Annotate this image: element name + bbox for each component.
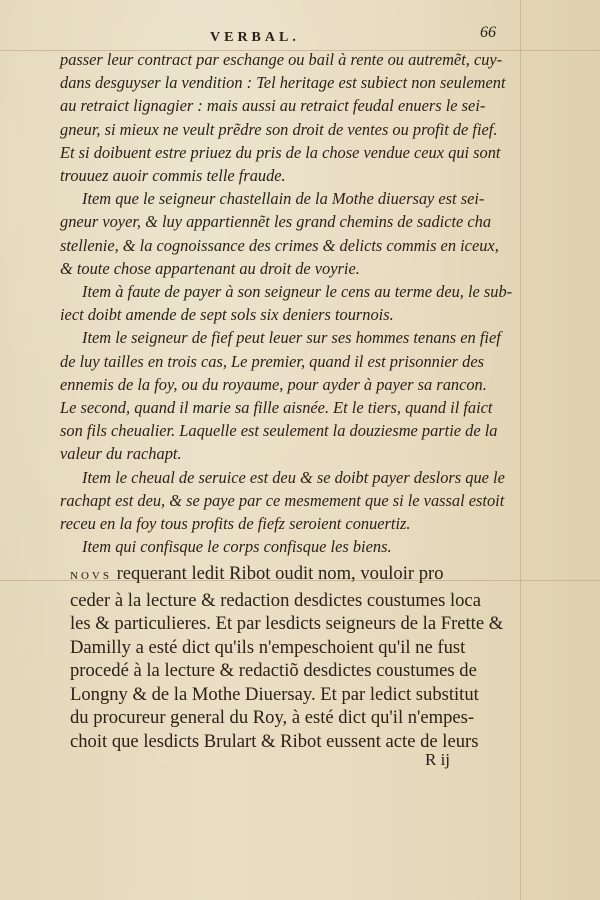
paragraph-first-line: Item qui confisque le corps confisque les biens. — [82, 537, 392, 557]
running-head: VERBAL. — [210, 30, 300, 45]
text-line: passer leur contract par eschange ou bail à rente ou autremẽt, cuy- — [60, 50, 503, 69]
text-line: valeur du rachapt. — [60, 444, 182, 464]
text-line: au retraict lignagier : mais aussi au retraict feudal enuers le sei- — [60, 96, 486, 116]
text-line: gneur voyer, & luy appartiennẽt les grand chemins de sadicte cha — [60, 212, 492, 232]
paragraph-first-line: Item que le seigneur chastellain de la Mothe diuersay est sei- — [82, 189, 485, 209]
signature-mark: R ij — [425, 750, 451, 769]
text-line: ceder à la lecture & redaction desdictes coustumes loca — [70, 589, 481, 611]
text-line: trouuez auoir commis telle fraude. — [60, 166, 286, 186]
text-line: du procureur general du Roy, à esté dict qu'il n'empes- — [70, 707, 475, 728]
text-line: procedé à la lecture & redactiõ desdictes coustumes de — [70, 660, 477, 681]
paragraph-first-line: Item le cheual de seruice est deu & se doibt payer deslors que le — [82, 467, 505, 487]
text-line: stellenie, & la cognoissance des crimes & delicts commis en iceux, — [60, 235, 499, 255]
ruling-line-right — [520, 0, 521, 900]
text-line: dans desguyser la vendition : Tel heritage est subiect non seulement — [60, 73, 506, 93]
italic-text-block — [60, 48, 520, 558]
text-line — [70, 562, 520, 589]
text-line: de luy tailles en trois cas, Le premier, quand il est prisonnier des — [60, 351, 484, 371]
text-line: les & particulieres. Et par lesdicts seigneurs de la Frette & — [70, 613, 504, 634]
text-line: gneur, si mieux ne veult prẽdre son droit de ventes ou profit de fief. — [60, 119, 498, 139]
text-line: receu en la foy tous profits de fiefz seroient conuertiz. — [60, 514, 411, 534]
text-line: iect doibt amende de sept sols six deniers tournois. — [60, 305, 394, 325]
text-line: choit que lesdicts Brulart & Ribot eussent acte de leurs — [70, 730, 479, 752]
text-line: rachapt est deu, & se paye par ce mesmement que si le vassal estoit — [60, 490, 505, 510]
opening-word: NOVS — [70, 570, 112, 582]
text-line: son fils cheualier. Laquelle est seulement la douziesme partie de la — [60, 421, 498, 441]
text-line: Et si doibuent estre priuez du pris de la chose vendue ceux qui sont — [60, 142, 501, 162]
text-line: Damilly a esté dict qu'ils n'empeschoient qu'il ne fust — [70, 636, 466, 658]
paragraph-first-line: Item à faute de payer à son seigneur le cens au terme deu, le sub- — [82, 282, 513, 302]
text-line: Le second, quand il marie sa fille aisnée. Et le tiers, quand il faict — [60, 398, 493, 418]
page-number: 66 — [480, 24, 496, 41]
roman-text-block — [70, 562, 520, 753]
text-line: Longny & de la Mothe Diuersay. Et par ledict substitut — [70, 683, 479, 705]
paragraph-first-line: Item le seigneur de fief peut leuer sur ses hommes tenans en fief — [82, 328, 501, 348]
text-line: & toute chose appartenant au droit de voyrie. — [60, 258, 360, 278]
text-fragment: requerant ledit Ribot oudit nom, vouloir pro — [111, 563, 444, 584]
text-line: ennemis de la foy, ou du royaume, pour ayder à payer sa rancon. — [60, 374, 487, 394]
